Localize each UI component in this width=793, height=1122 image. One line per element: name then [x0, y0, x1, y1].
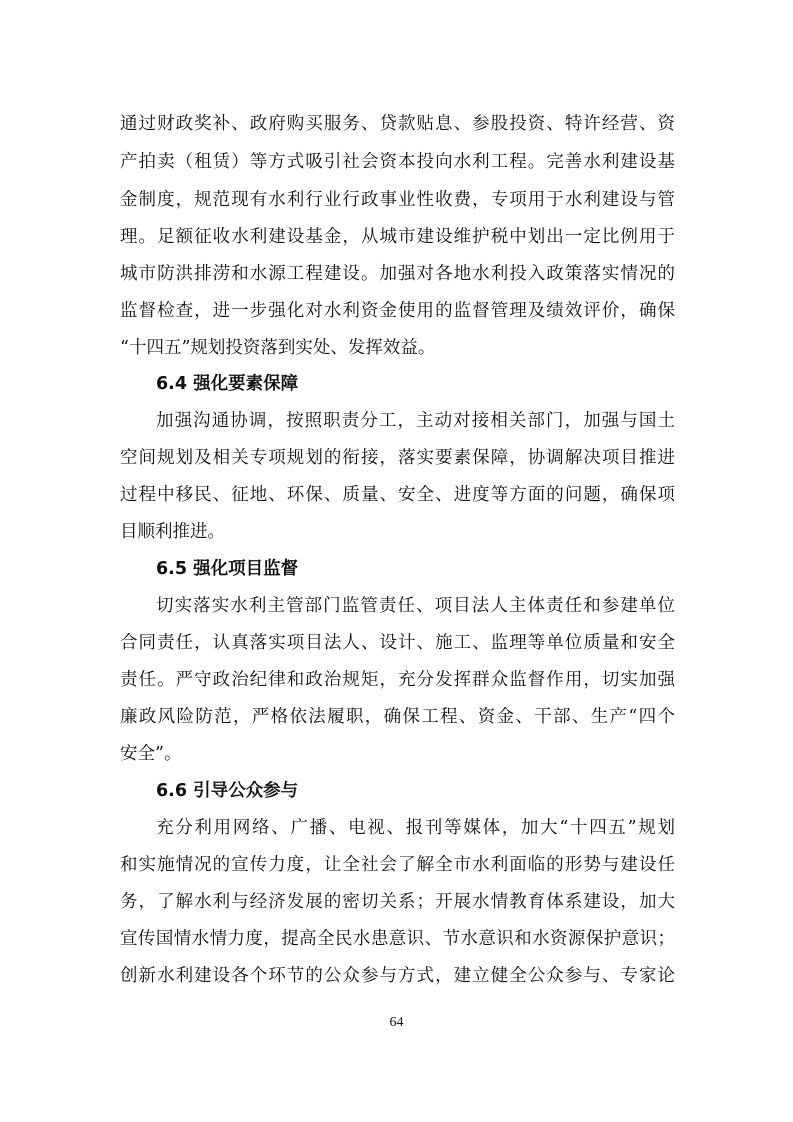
paragraph-line: 过程中移民、征地、环保、质量、安全、进度等方面的问题，确保项: [120, 485, 675, 505]
paragraph-line: 和实施情况的宣传力度，让全社会了解全市水利面临的形势与建设任: [120, 855, 675, 875]
paragraph-line: 合同责任，认真落实项目法人、设计、施工、监理等单位质量和安全: [120, 633, 675, 653]
paragraph-line: 产拍卖（租赁）等方式吸引社会资本投向水利工程。完善水利建设基: [120, 152, 675, 172]
section-heading-6-6: 6.6 引导公众参与: [156, 781, 299, 801]
section-heading-6-5: 6.5 强化项目监督: [156, 559, 299, 579]
paragraph-line: 监督检查，进一步强化对水利资金使用的监督管理及绩效评价，确保: [120, 301, 675, 321]
paragraph-line: 目顺利推进。: [120, 522, 225, 542]
paragraph-line: 通过财政奖补、政府购买服务、贷款贴息、参股投资、特许经营、资: [120, 114, 675, 134]
paragraph-line: 充分利用网络、广播、电视、报刊等媒体，加大“十四五”规划: [156, 818, 675, 838]
paragraph-line: 安全”。: [120, 744, 182, 764]
paragraph-line: 务，了解水利与经济发展的密切关系；开展水情教育体系建设，加大: [120, 892, 675, 912]
paragraph-line: 廉政风险防范，严格依法履职，确保工程、资金、干部、生产“四个: [120, 707, 675, 727]
paragraph-line: 创新水利建设各个环节的公众参与方式，建立健全公众参与、专家论: [120, 966, 675, 986]
paragraph-line: 宣传国情水情力度，提高全民水患意识、节水意识和水资源保护意识；: [120, 929, 675, 949]
section-heading-6-4: 6.4 强化要素保障: [156, 374, 299, 394]
paragraph-line: 加强沟通协调，按照职责分工，主动对接相关部门，加强与国土: [156, 411, 675, 431]
paragraph-line: 空间规划及相关专项规划的衔接，落实要素保障，协调解决项目推进: [120, 448, 675, 468]
page-number: 64: [389, 1015, 404, 1030]
paragraph-line: 金制度，规范现有水利行业行政事业性收费，专项用于水利建设与管: [120, 190, 675, 210]
paragraph-line: 切实落实水利主管部门监管责任、项目法人主体责任和参建单位: [156, 596, 675, 616]
paragraph-line: 城市防洪排涝和水源工程建设。加强对各地水利投入政策落实情况的: [120, 264, 675, 284]
paragraph-line: 理。足额征收水利建设基金，从城市建设维护税中划出一定比例用于: [120, 227, 675, 247]
paragraph-line: “十四五”规划投资落到实处、发挥效益。: [120, 338, 436, 358]
paragraph-line: 责任。严守政治纪律和政治规矩，充分发挥群众监督作用，切实加强: [120, 670, 675, 690]
